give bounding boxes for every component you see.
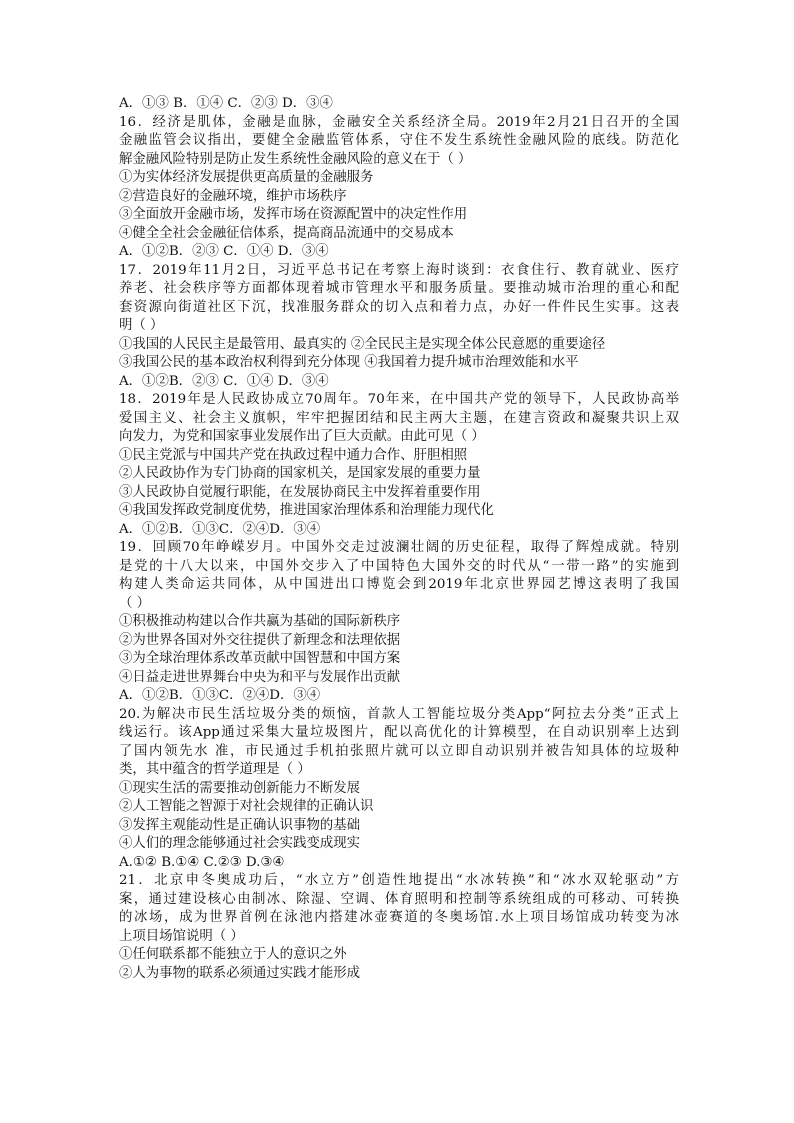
- text-line: （ ）: [119, 595, 151, 611]
- text-line: 是党的十八大以来，中国外交步入了中国特色大国外交的时代从“一带一路”的实施到: [119, 558, 679, 574]
- text-line: ②营造良好的金融环境，维护市场秩序: [119, 188, 347, 204]
- text-line: 了国内领先水 准，市民通过手机拍张照片就可以立即自动识别并被告知具体的垃圾种: [119, 743, 679, 759]
- text-line: ②人民政协作为专门协商的国家机关，是国家发展的重要力量: [119, 466, 481, 481]
- text-line: 17．2019年11月2日，习近平总书记在考察上海时谈到：衣食住行、教育就业、医疗: [119, 262, 679, 278]
- text-line: ④我国发挥政党制度优势，推进国家治理体系和治理能力现代化: [119, 503, 494, 518]
- text-line: ③我国公民的基本政治权利得到充分体现 ④我国着力提升城市治理效能和水平: [119, 355, 579, 370]
- text-line: ④日益走进世界舞台中央为和平与发展作出贡献: [119, 669, 401, 685]
- text-line: ①积极推动构建以合作共赢为基础的国际新秩序: [119, 614, 401, 629]
- text-line: A．①②B．①③C．②④D．③④: [119, 688, 321, 703]
- text-line: ③全面放开金融市场，发挥市场在资源配置中的决定性作用: [119, 207, 468, 222]
- text-line: 的冰场，成为世界首例在泳池内搭建冰壶赛道的冬奥场馆.水上项目场馆成功转变为冰: [119, 910, 679, 925]
- text-line: A．①③ B．①④ C．②③ D．③④: [119, 96, 333, 111]
- text-line: 金融监管会议指出，要健全金融监管体系，守住不发生系统性金融风险的底线。防范化: [119, 133, 679, 148]
- text-line: ③发挥主观能动性是正确认识事物的基础: [119, 817, 361, 833]
- text-line: 16．经济是肌体，金融是血脉，金融安全关系经济全局。2019年2月21日召开的全国: [119, 114, 679, 130]
- text-line: ③人民政协自觉履行职能，在发展协商民主中发挥着重要作用: [119, 484, 481, 500]
- text-line: 爱国主义、社会主义旗帜，牢牢把握团结和民主两大主题，在建言资政和凝聚共识上双: [119, 410, 679, 426]
- text-line: 向发力，为党和国家事业发展作出了巨大贡献。由此可见（ ）: [119, 429, 485, 444]
- text-line: A．①②B．①③C．②④D．③④: [119, 521, 321, 537]
- text-line: ④健全全社会金融征信体系，提高商品流通中的交易成本: [119, 225, 454, 241]
- text-line: 养老、社会秩序等方面都体现着城市管理水平和服务质量。要推动城市治理的重心和配: [119, 281, 679, 296]
- text-line: ①民主党派与中国共产党在执政过程中通力合作、肝胆相照: [119, 447, 468, 463]
- text-line: 20.为解决市民生活垃圾分类的烦恼，首款人工智能垃圾分类App“阿拉去分类”正式上: [119, 706, 679, 722]
- text-line: ②人为事物的联系必须通过实践才能形成: [119, 965, 361, 981]
- text-line: 套资源向街道社区下沉，找准服务群众的切入点和着力点，办好一件件民生实事。这表: [119, 299, 679, 315]
- text-line: 类，其中蕴含的哲学道理是（ ）: [119, 762, 311, 777]
- text-line: 构建人类命运共同体，从中国进出口博览会到2019年北京世界园艺博这表明了我国: [119, 577, 679, 592]
- exam-page: [119, 95, 679, 983]
- text-line: ③为全球治理体系改革贡献中国智慧和中国方案: [119, 651, 401, 666]
- text-line: ②人工智能之智源于对社会规律的正确认识: [119, 799, 374, 814]
- text-line: 解金融风险特别是防止发生系统性金融风险的意义在于（ ）: [119, 151, 472, 167]
- text-line: 线运行。该App通过采集大量垃圾图片，配以高优化的计算模型，在自动识别率上达到: [119, 725, 679, 740]
- text-line: 21．北京申冬奥成功后，“水立方”创造性地提出“水冰转换”和“冰水双轮驱动”方: [119, 873, 679, 888]
- text-line: A．①②B．②③ C．①④ D．③④: [119, 373, 329, 389]
- text-line: 上项目场馆说明（ ）: [119, 928, 244, 944]
- text-line: A．①②B．②③ C．①④ D．③④: [119, 244, 329, 259]
- text-line: 明（ ）: [119, 318, 164, 333]
- text-line: 19．回顾70年峥嵘岁月。中国外交走过波澜壮阔的历史征程，取得了辉煌成就。特别: [119, 540, 679, 555]
- text-line: 18．2019年是人民政协成立70周年。70年来，在中国共产党的领导下，人民政协高举: [119, 392, 679, 407]
- text-line: 案，通过建设核心由制冰、除湿、空调、体育照明和控制等系统组成的可移动、可转换: [119, 891, 679, 907]
- text-line: ①任何联系都不能独立于人的意识之外: [119, 947, 347, 962]
- text-line: ①为实体经济发展提供更高质量的金融服务: [119, 170, 374, 185]
- text-line: A.①② B.①④ C.②③ D.③④: [119, 854, 285, 870]
- text-line: ①我国的人民民主是最管用、最真实的 ②全民民主是实现全体公民意愿的重要途径: [119, 336, 606, 352]
- text-line: ①现实生活的需要推动创新能力不断发展: [119, 780, 361, 796]
- text-line: ②为世界各国对外交往提供了新理念和法理依据: [119, 632, 401, 648]
- text-line: ④人们的理念能够通过社会实践变成现实: [119, 836, 361, 851]
